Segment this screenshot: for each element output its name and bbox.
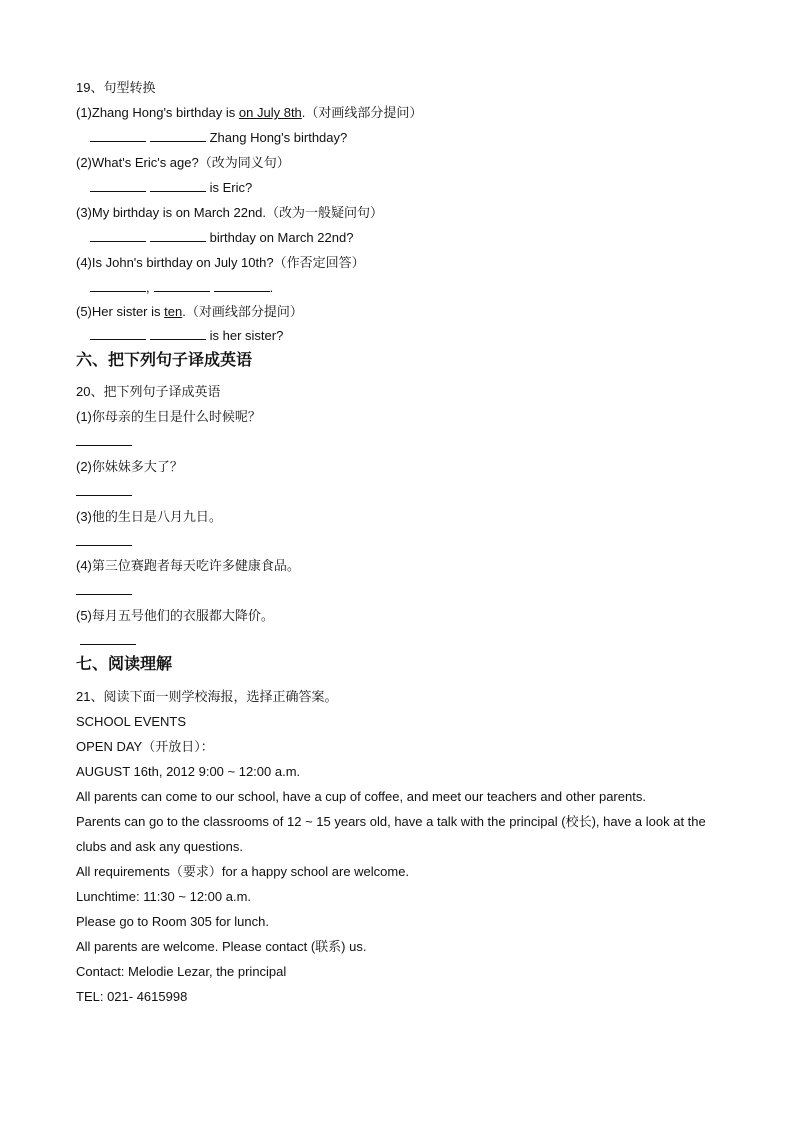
poster-line: Parents can go to the classrooms of 12 ~ 15 years old, have a talk with the principal (校长), have a look at the xyxy=(76,814,706,829)
poster-line: TEL: 021- 4615998 xyxy=(76,989,188,1004)
q20-item-1: (1)你母亲的生日是什么时候呢？ xyxy=(76,409,261,424)
q19-answer-4-comma: , xyxy=(146,280,150,295)
q19-item-1-underlined: on July 8th xyxy=(238,105,302,120)
q20-answer-4 xyxy=(76,583,132,599)
q19-item-1-suffix: .（对画线部分提问） xyxy=(301,105,423,120)
answer-blank[interactable] xyxy=(90,230,146,242)
q19-item-5-underlined: ten xyxy=(164,304,183,319)
poster-line: All requirements（要求）for a happy school are welcome. xyxy=(76,864,410,879)
q20-item-3: (3)他的生日是八月九日。 xyxy=(76,509,222,524)
section6-heading: 六、把下列句子译成英语 xyxy=(76,352,253,369)
answer-blank[interactable] xyxy=(150,328,206,340)
poster-line: Contact: Melodie Lezar, the principal xyxy=(76,964,287,979)
q19-title: 19、句型转换 xyxy=(76,80,156,95)
answer-blank[interactable] xyxy=(76,534,132,546)
q19-item-1 xyxy=(76,105,422,121)
q19-answer-1-text: Zhang Hong's birthday? xyxy=(206,130,348,145)
poster-line: clubs and ask any questions. xyxy=(76,839,243,854)
q20-item-2: (2)你妹妹多大了？ xyxy=(76,459,183,474)
answer-blank[interactable] xyxy=(90,130,146,142)
poster-line: All parents can come to our school, have a cup of coffee, and meet our teachers and other parents. xyxy=(76,789,646,804)
poster-line: OPEN DAY（开放日）： xyxy=(76,739,214,754)
q19-answer-5-text: is her sister? xyxy=(206,328,284,343)
answer-blank[interactable] xyxy=(150,180,206,192)
answer-blank[interactable] xyxy=(214,280,270,292)
q20-answer-2 xyxy=(76,484,132,500)
q19-answer-1 xyxy=(90,130,347,146)
q19-answer-2 xyxy=(90,180,252,196)
q19-item-1-prefix: (1)Zhang Hong's birthday is xyxy=(76,105,239,120)
answer-blank[interactable] xyxy=(90,280,146,292)
answer-blank[interactable] xyxy=(76,583,132,595)
q19-answer-4-period: . xyxy=(269,280,274,295)
q19-answer-3-text: birthday on March 22nd? xyxy=(206,230,354,245)
poster-line: Please go to Room 305 for lunch. xyxy=(76,914,269,929)
poster-title: SCHOOL EVENTS xyxy=(76,714,187,729)
q19-item-4: (4)Is John's birthday on July 10th?（作否定回答） xyxy=(76,255,365,270)
q19-answer-2-text: is Eric? xyxy=(206,180,253,195)
q20-title: 20、把下列句子译成英语 xyxy=(76,384,221,399)
q19-answer-3 xyxy=(90,230,353,246)
section7-heading: 七、阅读理解 xyxy=(76,656,173,673)
q20-answer-1 xyxy=(76,434,132,450)
answer-blank[interactable] xyxy=(150,230,206,242)
answer-blank[interactable] xyxy=(90,328,146,340)
answer-blank[interactable] xyxy=(150,130,206,142)
q21-title: 21、阅读下面一则学校海报，选择正确答案。 xyxy=(76,689,338,704)
q20-item-4: (4)第三位赛跑者每天吃许多健康食品。 xyxy=(76,558,300,573)
q19-answer-5 xyxy=(90,328,283,344)
answer-blank[interactable] xyxy=(76,484,132,496)
q20-item-5: (5)每月五号他们的衣服都大降价。 xyxy=(76,608,274,623)
q19-item-2: (2)What's Eric's age?（改为同义句） xyxy=(76,155,290,170)
q19-item-5-suffix: .（对画线部分提问） xyxy=(182,304,303,319)
answer-blank[interactable] xyxy=(80,633,136,645)
q19-item-5-prefix: (5)Her sister is xyxy=(76,304,165,319)
poster-line: AUGUST 16th, 2012 9:00 ~ 12:00 a.m. xyxy=(76,764,301,779)
q20-answer-5 xyxy=(80,633,136,649)
answer-blank[interactable] xyxy=(76,434,132,446)
q19-item-3: (3)My birthday is on March 22nd.（改为一般疑问句） xyxy=(76,205,384,220)
poster-line: Lunchtime: 11:30 ~ 12:00 a.m. xyxy=(76,889,252,904)
answer-blank[interactable] xyxy=(154,280,210,292)
answer-blank[interactable] xyxy=(90,180,146,192)
q19-item-5 xyxy=(76,304,303,320)
q19-answer-4 xyxy=(90,280,273,296)
q20-answer-3 xyxy=(76,534,132,550)
poster-line: All parents are welcome. Please contact (联系) us. xyxy=(76,939,367,954)
